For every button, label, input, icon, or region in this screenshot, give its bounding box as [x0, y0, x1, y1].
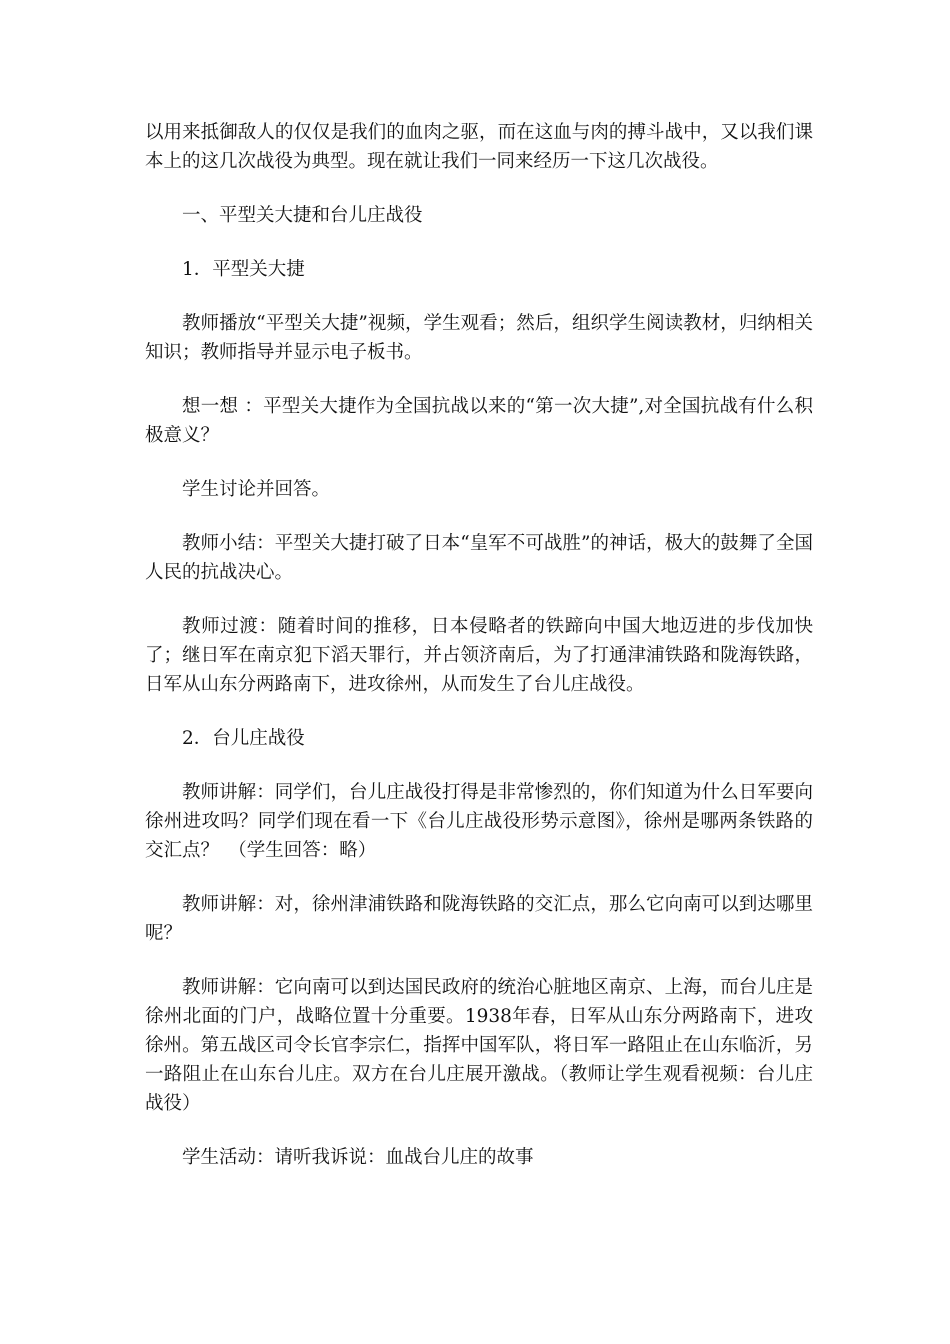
subsection-heading: 2．台儿庄战役	[182, 728, 305, 749]
paragraph-continuation: 以用来抵御敌人的仅仅是我们的血肉之驱，而在这血与肉的搏斗战中，又以我们课本上的这几次战役为典型。现在就让我们一同来经历一下这几次战役。	[145, 122, 813, 172]
paragraph: 教师讲解：对，徐州津浦铁路和陇海铁路的交汇点，那么它向南可以到达哪里呢？	[145, 894, 813, 944]
paragraph: 教师过渡：随着时间的推移，日本侵略者的铁蹄向中国大地迈进的步伐加快了；继日军在南京犯下滔天罪行，并占领济南后，为了打通津浦铁路和陇海铁路，日军从山东分两路南下，进攻徐州，从而发生了台儿庄战役。	[145, 616, 813, 695]
paragraph: 学生讨论并回答。	[182, 479, 331, 500]
paragraph: 教师播放“平型关大捷”视频，学生观看；然后，组织学生阅读教材，归纳相关知识；教师指导并显示电子板书。	[145, 313, 813, 363]
paragraph: 教师讲解：它向南可以到达国民政府的统治心脏地区南京、上海，而台儿庄是徐州北面的门户，战略位置十分重要。1938年春，日军从山东分两路南下，进攻徐州。第五战区司令长官李宗仁，指挥中国军队，将日军一路阻止在山东临沂，另一路阻止在山东台儿庄。双方在台儿庄展开激战。（教师让学生观看视频：台儿庄战役）	[145, 977, 813, 1114]
paragraph: 学生活动：请听我诉说：血战台儿庄的故事	[182, 1147, 534, 1168]
paragraph: 教师讲解：同学们，台儿庄战役打得是非常惨烈的，你们知道为什么日军要向徐州进攻吗？同学们现在看一下《台儿庄战役形势示意图》，徐州是哪两条铁路的交汇点？ （学生回答：略）	[145, 782, 813, 861]
document-body	[145, 118, 813, 1197]
paragraph: 想一想 ：平型关大捷作为全国抗战以来的“第一次大捷”,对全国抗战有什么积极意义？	[145, 396, 813, 446]
section-heading: 一、平型关大捷和台儿庄战役	[182, 205, 423, 226]
subsection-heading: 1．平型关大捷	[182, 259, 305, 280]
paragraph: 教师小结：平型关大捷打破了日本“皇军不可战胜”的神话，极大的鼓舞了全国人民的抗战决心。	[145, 533, 813, 583]
